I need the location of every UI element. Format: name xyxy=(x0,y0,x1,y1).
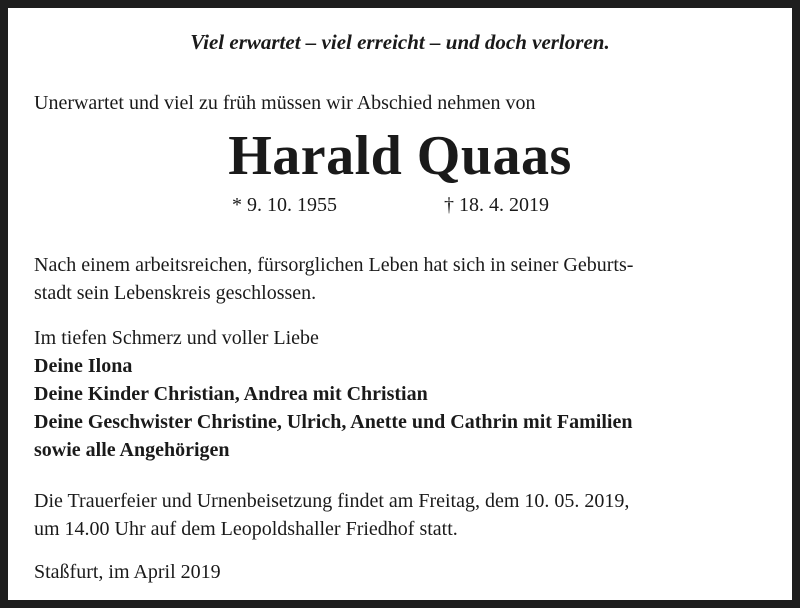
mourn-intro: Im tiefen Schmerz und voller Liebe xyxy=(34,327,319,349)
service-line: um 14.00 Uhr auf dem Leopoldshaller Friedhof statt. xyxy=(34,518,458,540)
mourner-line: Deine Ilona xyxy=(34,355,133,377)
life-line: Nach einem arbeitsreichen, fürsorglichen Leben hat sich in seiner Geburts- xyxy=(34,254,634,276)
mourner-line: Deine Kinder Christian, Andrea mit Christian xyxy=(34,383,428,405)
death-date: † 18. 4. 2019 xyxy=(444,194,549,216)
life-paragraph xyxy=(34,251,776,307)
birth-date: * 9. 10. 1955 xyxy=(232,194,337,216)
service-line: Die Trauerfeier und Urnenbeisetzung findet am Freitag, dem 10. 05. 2019, xyxy=(34,490,630,512)
mourner-line: Deine Geschwister Christine, Ulrich, Anette und Cathrin mit Familien xyxy=(34,411,633,433)
place-date: Staßfurt, im April 2019 xyxy=(34,561,221,583)
life-line: stadt sein Lebenskreis geschlossen. xyxy=(34,282,317,304)
intro-text: Unerwartet und viel zu früh müssen wir Abschied nehmen von xyxy=(34,92,536,114)
mourners-block xyxy=(34,324,776,464)
mourner-line: sowie alle Angehörigen xyxy=(34,439,230,461)
service-paragraph xyxy=(34,487,776,543)
motto: Viel erwartet – viel erreicht – und doch verloren. xyxy=(190,30,610,54)
deceased-name: Harald Quaas xyxy=(228,125,572,187)
